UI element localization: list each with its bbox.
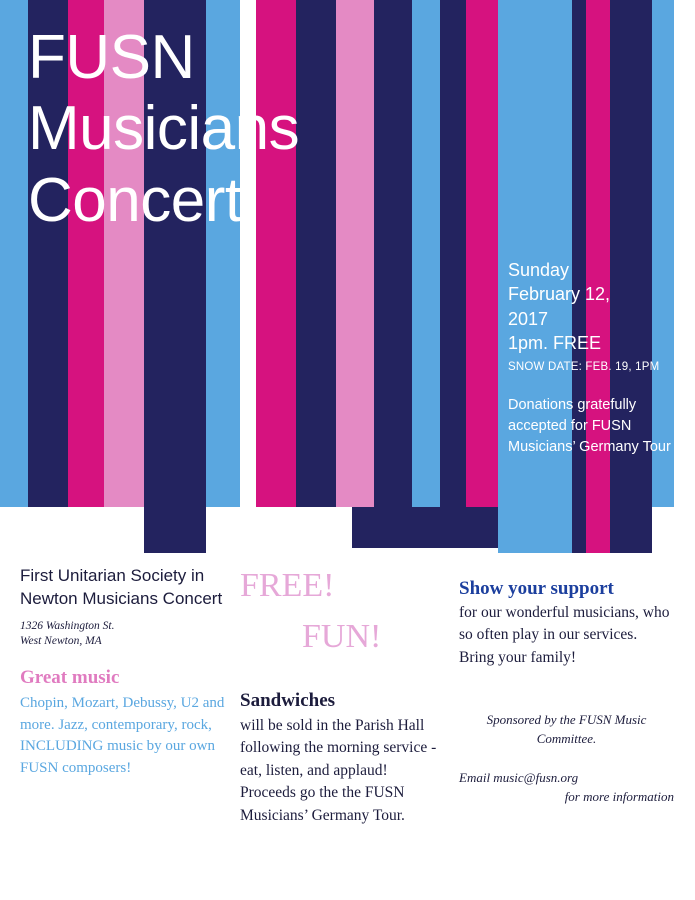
sandwiches-body: will be sold in the Parish Hall following the morning service - eat, listen, and applaud! Proceeds go the the FUSN Musicians’ Germany Tour.: [240, 716, 437, 824]
contact-email-subtext: for more information: [564, 788, 674, 804]
event-day: Sunday: [508, 260, 570, 280]
stripe-blue-1: [0, 0, 28, 507]
support-heading: Show your support: [459, 578, 614, 599]
snow-date-note: SNOW DATE: FEB. 19, 1PM: [508, 361, 660, 374]
headline-line-2: Musicians: [28, 94, 300, 164]
notch-navy-2-bottom: [144, 507, 206, 553]
contact-email: [459, 769, 674, 807]
headline-line-1: FUSN: [28, 23, 195, 92]
headline-line-3: Concert!: [28, 165, 259, 235]
free-word: FREE!: [240, 567, 335, 604]
event-date: February 12,: [508, 284, 611, 305]
sponsor-line-1: Sponsored by the FUSN Music: [486, 712, 647, 728]
donations-note: Donations gratefully accepted for FUSN Musicians’ Germany Tour: [508, 397, 671, 456]
notch-left-white: [0, 507, 144, 553]
event-year: 2017: [508, 308, 549, 329]
address-line-1: 1326 Washington St.: [20, 619, 115, 632]
organization-column: [20, 565, 225, 780]
sponsor-line-2: Committee.: [536, 731, 597, 747]
sandwiches-heading: Sandwiches: [240, 689, 336, 711]
contact-email-text: Email music@fusn.org: [459, 770, 579, 786]
sponsor-note: [459, 711, 674, 749]
great-music-body: Chopin, Mozart, Debussy, U2 and more. Jazz, contemporary, rock, INCLUDING music by our own FUSN composers!: [20, 694, 225, 776]
address-line-2: West Newton, MA: [20, 634, 102, 647]
event-time-price: 1pm. FREE: [508, 332, 602, 353]
fun-word: FUN!: [302, 618, 382, 656]
great-music-heading: Great music: [20, 666, 120, 688]
poster-info-area: [0, 553, 695, 900]
support-body: for our wonderful musicians, who so often play in our services. Bring your family!: [459, 604, 670, 666]
free-fun-column: [240, 567, 440, 827]
notch-mid-white: [206, 507, 352, 553]
organization-name: First Unitarian Society in Newton Musicians Concert: [20, 566, 223, 608]
poster-headline: [28, 22, 488, 236]
organization-address: [20, 619, 225, 649]
event-details: [508, 258, 683, 458]
notch-navy-block: [352, 507, 498, 548]
support-column: [459, 578, 674, 807]
